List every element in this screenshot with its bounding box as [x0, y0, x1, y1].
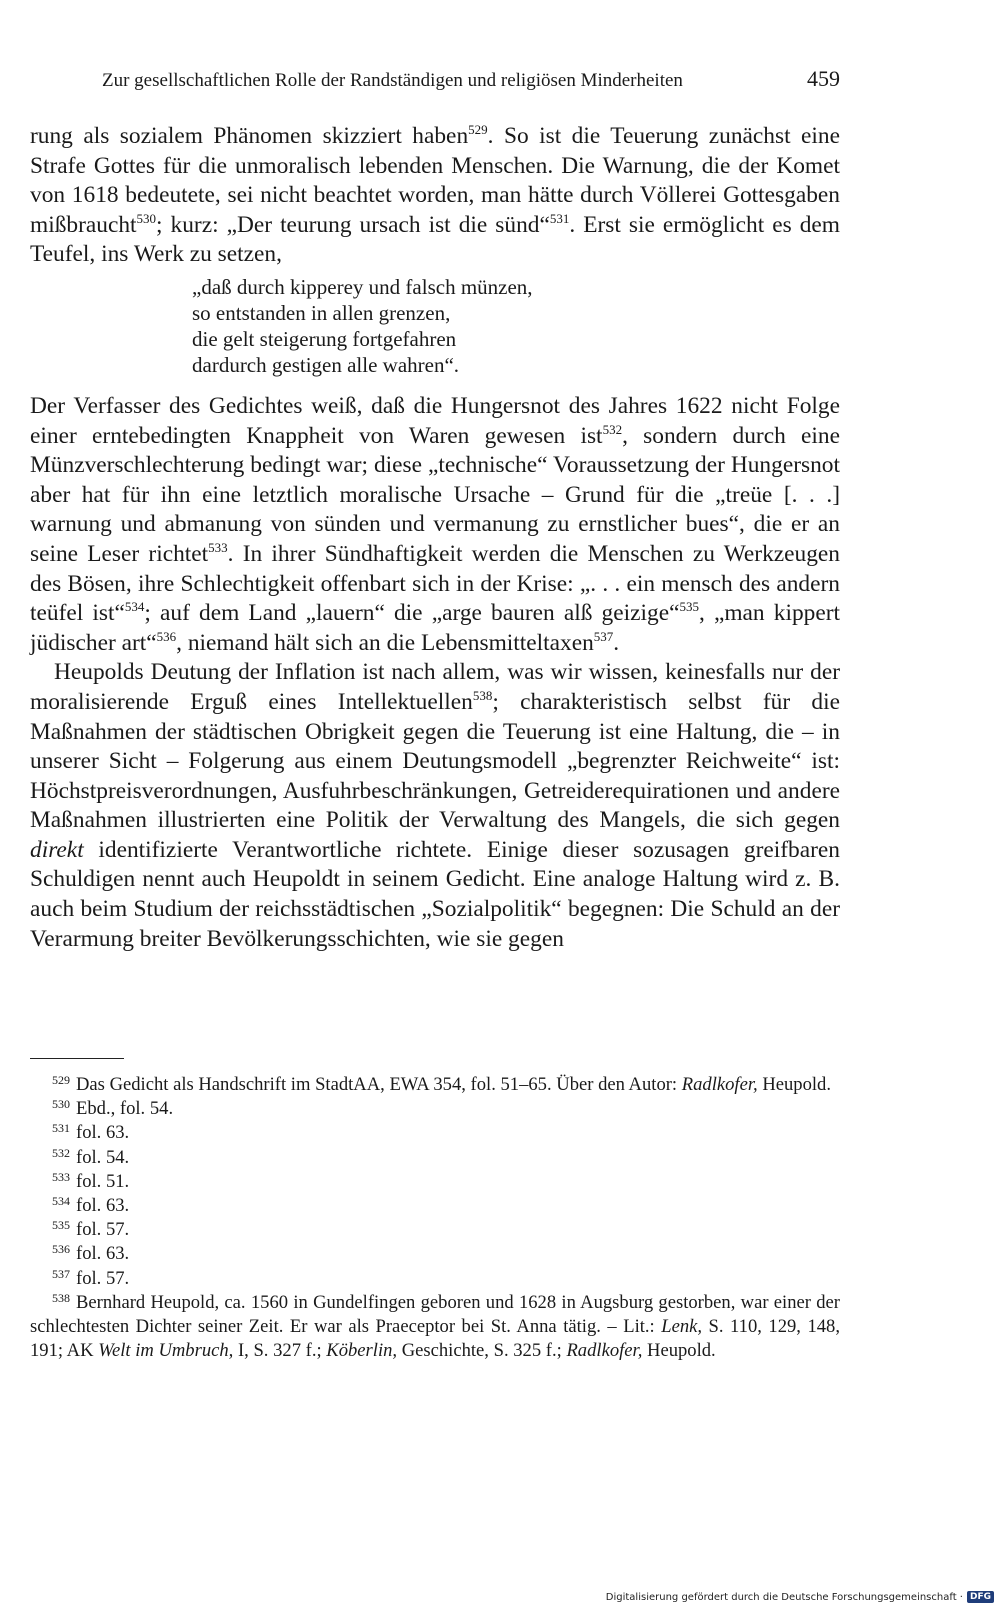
text-run: identifizierte Verantwortliche richtete. Einige dieser sozusagen greifbaren Schuldigen nennt auch Heupoldt in seinem Gedicht. Eine analoge Haltung wird z. B. auch beim Studium der reichsstädtischen „Sozialpolitik“ begegnen: Die Schuld an der Verarmung breiter Bevölkerungsschichten, wie sie gegen — [30, 836, 840, 952]
text-run: ; charakteristisch selbst für die Maßnahmen der städtischen Obrigkeit gegen die Teuerung ist eine Haltung, die – in unserer Sicht – Folgerung aus einem Deutungsmodell „begrenzter Reichweite“ ist: Höchstpreisverordnungen, Ausfuhrbeschränkungen, Getreiderequirationen und andere Maßnahmen illustrierten eine Politik der Verwaltung des Mangels, die sich gegen — [30, 688, 840, 834]
text-run: fol. 63. — [76, 1243, 130, 1265]
footnote-536 — [30, 1242, 840, 1266]
paragraph-2 — [30, 392, 840, 658]
digitization-credit — [606, 1591, 994, 1603]
text-run: Heupolds Deutung der Inflation ist nach allem, was wir wissen, keinesfalls nur der moralisierende Erguß eines Intellektuellen — [30, 659, 840, 715]
text-run: Geschichte, S. 325 f.; — [397, 1340, 567, 1362]
footnote-rule — [30, 1058, 124, 1059]
footnote-535 — [30, 1218, 840, 1242]
footnotes — [30, 1073, 840, 1363]
emphasis: Radlkofer, — [566, 1340, 643, 1362]
footnote-ref-537: 537 — [593, 628, 614, 644]
text-run: S. 110, 129, 148, 191; AK — [30, 1316, 840, 1362]
text-run: Heupold. — [757, 1074, 832, 1095]
text-run: fol. 57. — [76, 1219, 130, 1241]
footnote-number: 538 — [52, 1290, 70, 1305]
footnote-number: 529 — [52, 1073, 70, 1087]
text-run: , sondern durch eine Münzverschlechterung bedingt war; diese „technische“ Voraussetzung der Hungersnot aber hat für ihn eine letztlich moralische Ursache – Grund für die „treüe [. . .] warnung und abmanung von sünden und vermanung zu ernstlicher bues“, die er an seine Leser richtet — [30, 422, 840, 567]
text-run: I, S. 327 f.; — [233, 1340, 327, 1362]
text-run: , niemand hält sich an die Lebensmitteltaxen — [176, 629, 594, 656]
footnote-ref-538: 538 — [472, 687, 493, 703]
text-run: fol. 63. — [76, 1122, 130, 1144]
dfg-logo: DFG — [967, 1591, 994, 1603]
text-run: Heupold. — [642, 1340, 716, 1362]
footnote-number: 530 — [52, 1097, 70, 1112]
body-text — [30, 122, 840, 954]
footnote-ref-534: 534 — [124, 599, 145, 615]
footnote-number: 537 — [52, 1266, 70, 1281]
text-run: . In ihrer Sündhaftigkeit werden die Menschen zu Werkzeugen des Bösen, ihre Schlechtigkeit offenbart sich in der Krise: „. . . ein mensch des andern teüfel ist“ — [30, 540, 840, 627]
footnote-ref-530: 530 — [136, 210, 157, 226]
text-run: Bernhard Heupold, ca. 1560 in Gundelfingen geboren und 1628 in Augsburg gestorben, war einer der schlechtesten Dichter seiner Zeit. Er war als Praeceptor bei St. Anna tätig. – Lit.: — [30, 1291, 840, 1338]
emphasis: Köberlin, — [326, 1340, 398, 1362]
footnote-ref-531: 531 — [549, 210, 570, 226]
footnote-number: 531 — [52, 1121, 70, 1136]
emphasis: Radlkofer, — [681, 1074, 758, 1095]
paragraph-1 — [30, 122, 840, 270]
text-run: fol. 51. — [76, 1170, 130, 1192]
text-run: ; auf dem Land „lauern“ die „arge bauren alß geizige“ — [144, 600, 680, 627]
text-run: fol. 54. — [76, 1146, 130, 1168]
text-run: . So ist die Teuerung zunächst eine Strafe Gottes für die unmoralisch lebenden Menschen. Die Warnung, die der Komet von 1618 bedeutete, sei nicht beachtet worden, man hätte durch Völlerei Gottesgaben mißbraucht — [30, 123, 841, 238]
footnote-ref-535: 535 — [679, 599, 699, 615]
paragraph-3 — [30, 658, 840, 954]
credit-text: Digitalisierung gefördert durch die Deutsche Forschungsgemeinschaft · — [605, 1591, 963, 1603]
footnote-number: 533 — [52, 1169, 70, 1184]
text-run: Der Verfasser des Gedichtes weiß, daß die Hungersnot des Jahres 1622 nicht Folge einer erntebedingten Knappheit von Waren gewesen ist — [30, 392, 840, 449]
verse-line: dardurch gestigen alle wahren“. — [192, 352, 460, 377]
running-head — [30, 66, 840, 92]
emphasis: direkt — [30, 836, 84, 863]
footnote-number: 532 — [52, 1145, 70, 1160]
verse-line: so entstanden in allen grenzen, — [192, 300, 451, 325]
footnote-529 — [30, 1073, 840, 1097]
footnote-532 — [30, 1146, 840, 1170]
footnote-ref-533: 533 — [208, 539, 228, 555]
footnote-531 — [30, 1121, 840, 1145]
verse-line: „daß durch kipperey und falsch münzen, — [192, 274, 533, 299]
footnote-number: 535 — [52, 1218, 70, 1233]
text-run: , „man kippert jüdischer art“ — [30, 600, 841, 656]
text-run: Das Gedicht als Handschrift im StadtAA, EWA 354, fol. 51–65. Über den Autor: — [76, 1074, 682, 1095]
footnote-538 — [30, 1291, 840, 1364]
text-run: Ebd., fol. 54. — [76, 1098, 174, 1120]
footnote-ref-536: 536 — [156, 628, 177, 644]
footnote-ref-529: 529 — [468, 122, 488, 137]
footnote-number: 536 — [52, 1242, 70, 1257]
verse-quote — [192, 274, 840, 378]
emphasis: Welt im Umbruch, — [98, 1340, 234, 1362]
text-run: fol. 57. — [76, 1267, 130, 1289]
page-number: 459 — [807, 66, 840, 91]
footnote-533 — [30, 1170, 840, 1194]
text-run: . Erst sie ermöglicht es dem Teufel, ins Werk zu setzen, — [30, 211, 840, 268]
footnote-ref-532: 532 — [602, 421, 623, 437]
footnote-530 — [30, 1097, 840, 1121]
footnote-number: 534 — [52, 1194, 70, 1209]
text-run: fol. 63. — [76, 1195, 130, 1217]
verse-line: die gelt steigerung fortgefahren — [192, 326, 457, 351]
emphasis: Lenk, — [661, 1316, 703, 1338]
footnote-534 — [30, 1194, 840, 1218]
running-title: Zur gesellschaftlichen Rolle der Randständigen und religiösen Minderheiten — [102, 70, 683, 91]
text-run: ; kurz: „Der teurung ursach ist die sünd“ — [156, 211, 550, 238]
footnote-537 — [30, 1267, 840, 1291]
text-run: rung als sozialem Phänomen skizziert haben — [30, 123, 469, 149]
text-run: . — [613, 629, 620, 656]
